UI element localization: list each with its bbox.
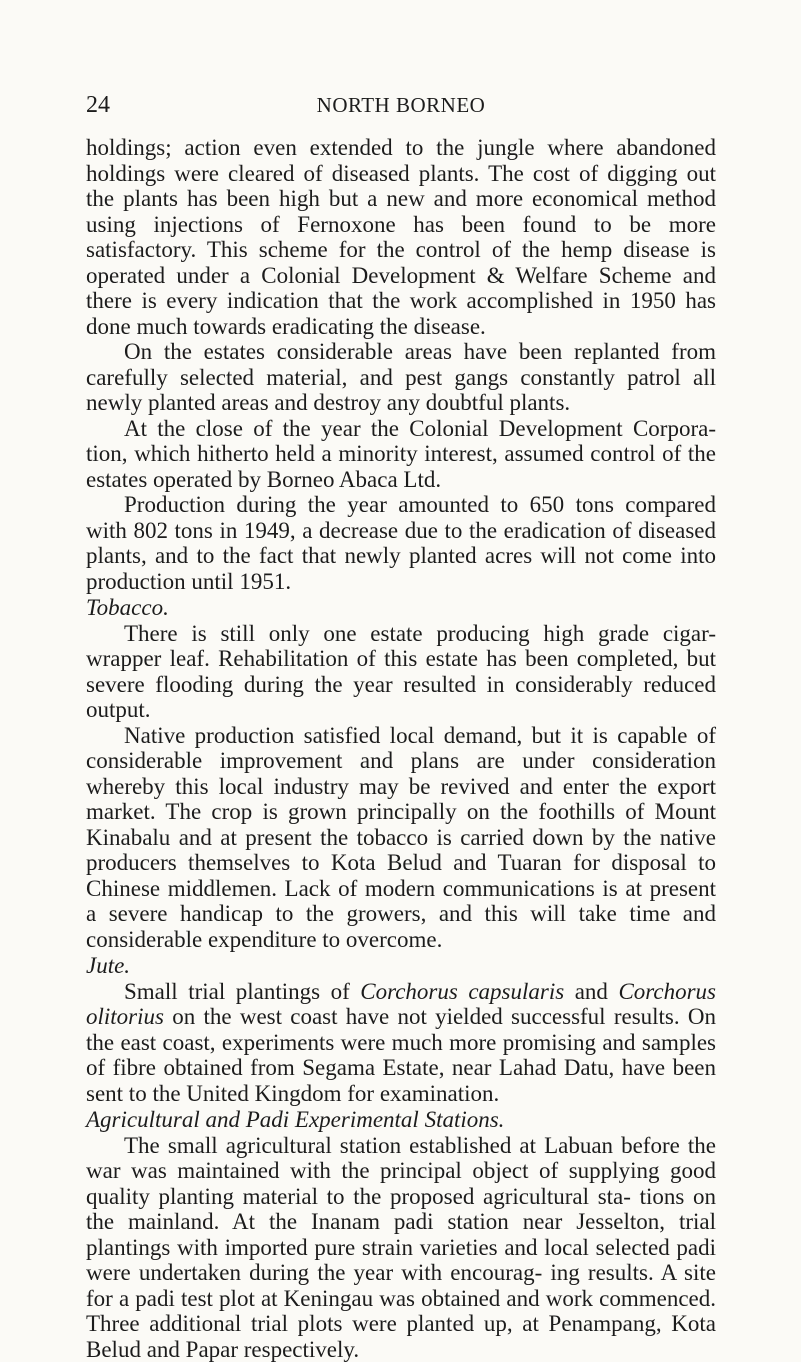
- body-text: [86, 135, 716, 1362]
- species-corchorus-olitorius: Corchorus olitorius: [86, 979, 716, 1030]
- jute-text-b: and: [564, 979, 618, 1004]
- paragraph-tobacco-native: Native production satisfied local demand, but it is capable of considerable improvement and plans are under consideration whereby this local industry may be revived and enter the export market. The crop is grown principally on the foothills of Mount Kinabalu and at present the tobacco is carried down by the native producers themselves to Kota Belud and Tuaran for disposal to Chinese middlemen. Lack of modern communications is at present a severe handicap to the growers, and this will take time and considerable expenditure to overcome.: [86, 723, 716, 953]
- paragraph-hemp-disease: holdings; action even extended to the jungle where abandoned holdings were cleared of diseased plants. The cost of digging out the plants has been high but a new and more economical method using injections of Fernoxone has been found to be more satisfactory. This scheme for the control of the hemp disease is operated under a Colonial Development & Welfare Scheme and there is every indication that the work accomplished in 1950 has done much towards eradicating the disease.: [86, 135, 716, 339]
- species-corchorus-capsularis: Corchorus capsularis: [360, 979, 564, 1004]
- heading-tobacco: Tobacco.: [86, 595, 716, 621]
- paragraph-experimental-stations: The small agricultural station established at Labuan before the war was maintained with the principal object of supplying good quality planting material to the proposed agricultural sta- tions on the mainland. At the Inanam padi station near Jesselton, trial plantings with imported pure strain varieties and local selected padi were undertaken during the year with encourag- ing results. A site for a padi test plot at Keningau was obtained and work commenced. Three additional trial plots were planted up, at Penampang, Kota Belud and Papar respectively.: [86, 1133, 716, 1362]
- jute-text-a: Small trial plantings of: [124, 979, 360, 1004]
- page-header: [86, 90, 716, 120]
- heading-experimental-stations: Agricultural and Padi Experimental Stations.: [86, 1107, 716, 1133]
- paragraph-cdc-control: At the close of the year the Colonial Development Corpora- tion, which hitherto held a minority interest, assumed control of the estates operated by Borneo Abaca Ltd.: [86, 416, 716, 493]
- page-number: 24: [86, 90, 110, 120]
- paragraph-estates-replanted: On the estates considerable areas have been replanted from carefully selected material, and pest gangs constantly patrol all newly planted areas and destroy any doubtful plants.: [86, 339, 716, 416]
- paragraph-jute-trials: [86, 979, 716, 1107]
- heading-jute: Jute.: [86, 953, 716, 979]
- jute-text-c: on the west coast have not yielded successful results. On the east coast, experiments were much more promising and samples of fibre obtained from Segama Estate, near Lahad Datu, have been sent to the United Kingdom for examination.: [86, 1004, 716, 1106]
- paragraph-tobacco-estate: There is still only one estate producing high grade cigar- wrapper leaf. Rehabilitation of this estate has been completed, but severe flooding during the year resulted in considerably reduced output.: [86, 621, 716, 723]
- running-head: NORTH BORNEO: [86, 90, 716, 120]
- paragraph-hemp-production: Production during the year amounted to 650 tons compared with 802 tons in 1949, a decrease due to the eradication of diseased plants, and to the fact that newly planted acres will not come into production until 1951.: [86, 492, 716, 594]
